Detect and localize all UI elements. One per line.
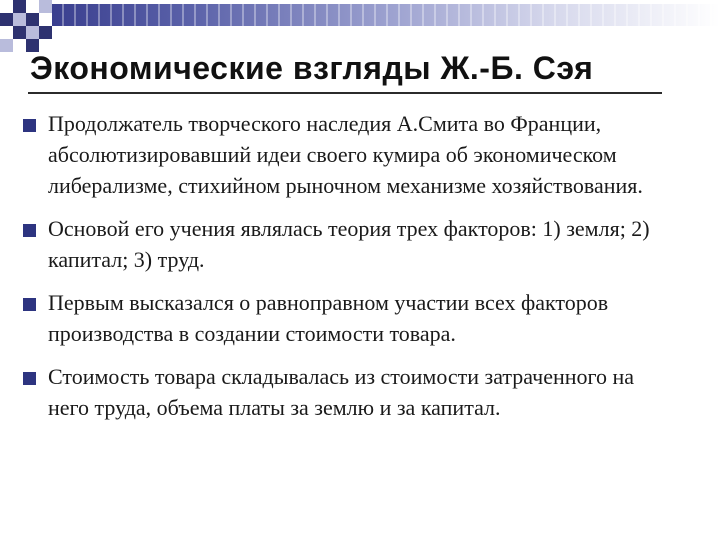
bullet-text: Продолжатель творческого наследия А.Смита во Франции, абсолютизировавший идеи своего кумира об экономическом либерализме, стихийном рыночном механизме хозяйствования.: [48, 111, 643, 198]
header-gradient-bar: [52, 4, 720, 26]
corner-checker-decoration: [0, 0, 52, 52]
bullet-list: [20, 108, 680, 435]
bullet-item: [20, 108, 680, 201]
square-bullet-icon: [23, 372, 36, 385]
bullet-item: [20, 287, 680, 349]
slide-title: Экономические взгляды Ж.-Б. Сэя: [30, 50, 594, 86]
bullet-text: Стоимость товара складывалась из стоимости затраченного на него труда, объема платы за землю и за капитал.: [48, 364, 635, 420]
bullet-text: Первым высказался о равноправном участии всех факторов производства в создании стоимости товара.: [48, 290, 609, 346]
bullet-text: Основой его учения являлась теория трех факторов: 1) земля; 2) капитал; 3) труд.: [48, 216, 650, 272]
bullet-item: [20, 213, 680, 275]
bullet-item: [20, 361, 680, 423]
square-bullet-icon: [23, 224, 36, 237]
title-underline: [28, 92, 662, 94]
square-bullet-icon: [23, 298, 36, 311]
square-bullet-icon: [23, 119, 36, 132]
